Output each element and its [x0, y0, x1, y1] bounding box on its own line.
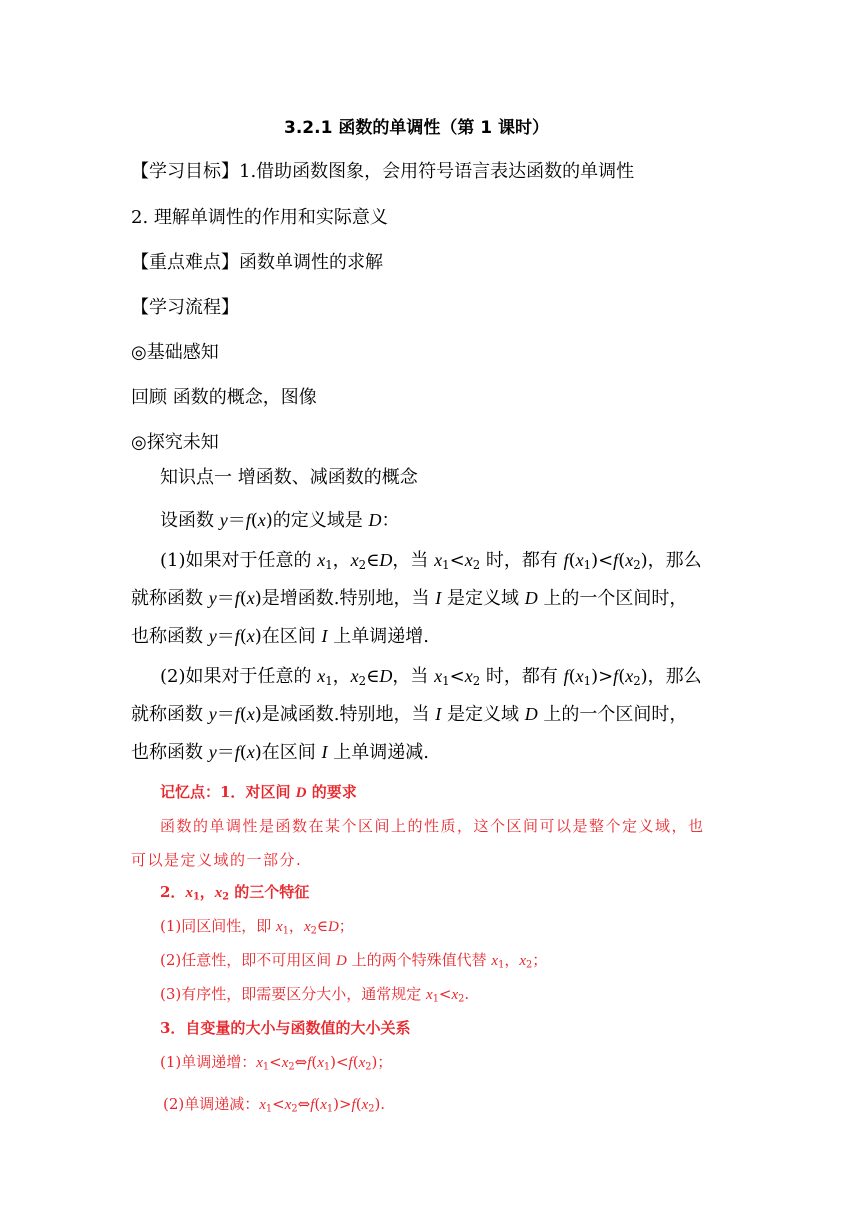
- review-line: 回顾 函数的概念，图像: [131, 387, 317, 408]
- decreasing-def-line-3: 也称函数 y＝f(x)在区间 I 上单调递减.: [131, 742, 429, 763]
- knowledge-point-title: 知识点一 增函数、减函数的概念: [160, 467, 418, 488]
- memory-domain-line-1: 函数的单调性是函数在某个区间上的性质，这个区间可以是整个定义域，也: [160, 817, 705, 835]
- increasing-def-line-3: 也称函数 y＝f(x)在区间 I 上单调递增.: [131, 626, 429, 647]
- basic-heading: ◎基础感知: [131, 342, 219, 363]
- explore-heading: ◎探究未知: [131, 432, 219, 453]
- relation-heading: 3．自变量的大小与函数值的大小关系: [160, 1019, 411, 1037]
- decreasing-def-line-2: 就称函数 y＝f(x)是减函数.特别地，当 I 是定义域 D 上的一个区间时，: [131, 704, 688, 725]
- key-points-label: 【重点难点】: [131, 252, 239, 273]
- objectives-label: 【学习目标】: [131, 161, 239, 182]
- definition-setup: 设函数 y＝f(x)的定义域是 D：: [160, 510, 400, 531]
- feature-item: (3)有序性，即需要区分大小，通常规定 $x_1<x_2$.: [160, 985, 470, 1005]
- memory-domain-line-2: 可以是定义域的一部分.: [131, 851, 303, 869]
- objectives-line-1: [131, 160, 634, 184]
- feature-item: (1)同区间性，即 $x_1$，$x_2\in D$；: [160, 917, 354, 937]
- objectives-text: 1.借助函数图象，会用符号语言表达函数的单调性: [239, 161, 635, 182]
- objectives-line-2: 2. 理解单调性的作用和实际意义: [131, 207, 388, 228]
- relation-item: (2)单调递减：$x_1<x_2\Leftrightarrow f(x_1)>f(x_2)$.: [163, 1095, 386, 1115]
- increasing-def-line-2: 就称函数 y＝f(x)是增函数.特别地，当 I 是定义域 D 上的一个区间时，: [131, 588, 688, 609]
- key-points-text: 函数单调性的求解: [239, 252, 383, 273]
- process-label: 【学习流程】: [131, 297, 239, 318]
- feature-item: (2)任意性，即不可用区间 D 上的两个特殊值代替 $x_1$，$x_2$；: [160, 951, 548, 971]
- increasing-def-line-1: (1)如果对于任意的 $x_1$，$x_2\in D$，当 $x_1<x_2$ 时，都有 $f(x_1)<f(x_2)$，那么: [160, 550, 702, 572]
- features-heading: 2．$x_1$，$x_2$ 的三个特征: [160, 883, 310, 903]
- memory-heading: 记忆点：1．对区间 D 的要求: [160, 783, 357, 801]
- key-points-line: [131, 251, 383, 275]
- page-title: 3.2.1 函数的单调性（第 1 课时）: [284, 118, 549, 138]
- decreasing-def-line-1: (2)如果对于任意的 $x_1$，$x_2\in D$，当 $x_1<x_2$ 时，都有 $f(x_1)>f(x_2)$，那么: [160, 666, 702, 688]
- relation-item: (1)单调递增：$x_1<x_2\Leftrightarrow f(x_1)<f(x_2)$；: [160, 1053, 393, 1073]
